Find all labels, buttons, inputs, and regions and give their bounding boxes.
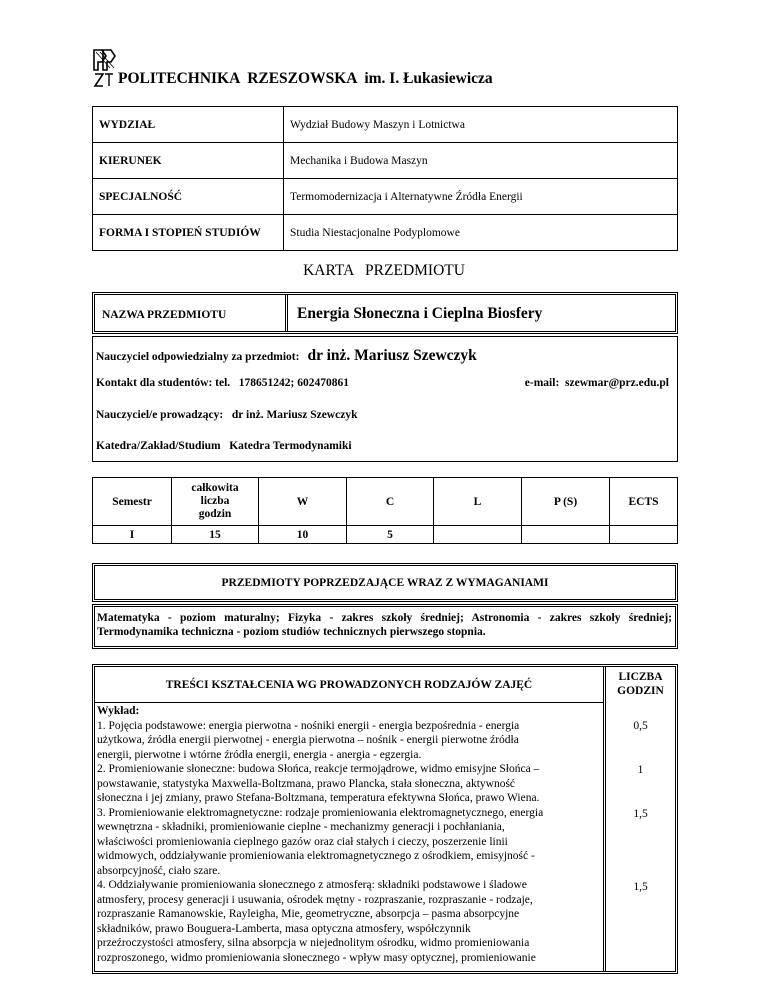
- lecture-content: [97, 704, 600, 965]
- topic-line: 4. Oddziaływanie promieniowania słonecznego z atmosferą: składniki podstawowe i śladowe: [97, 879, 527, 891]
- subject-divider: [285, 295, 288, 331]
- topic-2: [97, 762, 600, 806]
- lecture-label: Wykład:: [97, 705, 140, 717]
- responsible-row: [96, 347, 477, 365]
- value-total-hours: 15: [172, 526, 259, 544]
- content-title: TREŚCI KSZTAŁCENIA WG PROWADZONYCH RODZAJÓW ZAJĘĆ: [165, 679, 533, 691]
- topic-line: słoneczna i jej zmiany, prawo Stefana-Boltzmana, temperatura efektywna Słońca, prawo Wiena.: [97, 792, 540, 804]
- value-ects: [610, 526, 678, 544]
- field-value: Mechanika i Budowa Maszyn: [284, 143, 678, 179]
- field-label: KIERUNEK: [93, 143, 284, 179]
- prerequisites-header-box: [92, 563, 678, 602]
- study-form-label: FORMA I STOPIEŃ STUDIÓW: [93, 215, 284, 251]
- header-l: L: [434, 478, 522, 526]
- subject-box: [92, 292, 678, 334]
- specialty-value: Termomodernizacja i Alternatywne Źródła Energii: [284, 179, 678, 215]
- header-total-hours-text: całkowita liczba godzin: [191, 482, 239, 520]
- topic-line: atmosfery, procesy generacji i usuwania, ośrodek mętny - rozpraszanie, rozpraszanie - rodzaje,: [97, 893, 533, 906]
- topic-line: właściwości promieniowania cieplnego gazów oraz ciał stałych i cieczy, poszerzenie linii: [97, 835, 508, 848]
- table-row: [93, 478, 678, 526]
- table-row: [93, 179, 678, 215]
- prerequisites-body-box: [92, 604, 678, 649]
- header-w: W: [259, 478, 347, 526]
- topic-line: 2. Promieniowanie słoneczne: budowa Słońca, reakcje termojądrowe, widmo emisyjne Słońca –: [97, 763, 540, 775]
- value-semester: I: [93, 526, 172, 544]
- topic-line: 1. Pojęcia podstawowe: energia pierwotna - nośniki energii - energia bezpośrednia - energia: [97, 719, 520, 732]
- topic-line: absorpcyjność, ciało szare.: [97, 864, 221, 877]
- faculty-label: WYDZIAŁ: [93, 107, 284, 143]
- topic-line: wewnętrzna - składniki, promieniowanie cieplne - mechanizmy generacji i pochłaniania,: [97, 821, 505, 833]
- topic-line: rozproszonego, widmo promieniowania słonecznego - wpływ masy optycznej, promieniowanie: [97, 951, 536, 964]
- subject-value: Energia Słoneczna i Cieplna Biosfery: [297, 305, 543, 322]
- topic-4: [97, 878, 600, 965]
- topic-line: energii, pierwotne i wtórne źródła energii, energia - anergia - egzergia.: [97, 748, 422, 761]
- header-semester: Semestr: [93, 478, 172, 526]
- contact-phone: Kontakt dla studentów: tel. 178651242; 602470861: [96, 377, 350, 389]
- value-w: 10: [259, 526, 347, 544]
- value-c: 5: [347, 526, 434, 544]
- card-title: KARTA PRZEDMIOTU: [303, 262, 465, 279]
- responsible-label: Nauczyciel odpowiedzialny za przedmiot:: [96, 351, 300, 363]
- topic-3-hours: 1,5: [633, 808, 648, 820]
- responsible-name: dr inż. Mariusz Szewczyk: [307, 347, 477, 364]
- topic-line: powstawanie, statystyka Maxwella-Boltzmana, prawo Plancka, stała słoneczna, aktywność: [97, 777, 516, 790]
- specialty-label: SPECJALNOŚĆ: [93, 179, 284, 215]
- topic-line: składników, prawo Bouguera-Lamberta, masa optyczna atmosfery, współczynnik: [97, 922, 471, 935]
- topic-line: rozpraszanie Ramanowskie, Rayleigha, Mie, geometryczne, absorpcja – pasma absorpcyjne: [97, 908, 520, 920]
- topic-line: 3. Promieniowanie elektromagnetyczne: rodzaje promieniowania elektromagnetycznego, energia: [97, 806, 544, 819]
- info-table: [92, 106, 678, 251]
- prerequisites-text: Matematyka - poziom maturalny; Fizyka - zakres szkoły średniej; Astronomia - zakres szkoły średniej; Termodynamika techniczna - poziom studiów technicznych pierwszego stopnia.: [97, 612, 672, 638]
- topic-line: widmowych, oddziaływanie promieniowania elektromagnetycznego z ośrodkiem, emisyjność -: [97, 850, 535, 862]
- table-row: [93, 143, 678, 179]
- topic-1-hours: 0,5: [633, 720, 648, 732]
- value-l: [434, 526, 522, 544]
- prerequisites-title: PRZEDMIOTY POPRZEDZAJĄCE WRAZ Z WYMAGANIAMI: [221, 577, 549, 589]
- hours-column-header: LICZBA GODZIN: [617, 671, 664, 697]
- table-row: [93, 215, 678, 251]
- contact-email: e-mail: szewmar@prz.edu.pl: [524, 377, 669, 389]
- header-ps: P (S): [522, 478, 610, 526]
- faculty-value: Wydział Budowy Maszyn i Lotnictwa: [284, 107, 678, 143]
- table-row: [93, 107, 678, 143]
- department: Katedra/Zakład/Studium Katedra Termodynamiki: [96, 440, 352, 452]
- content-header-line: [95, 702, 603, 703]
- study-form-value: Studia Niestacjonalne Podyplomowe: [284, 215, 678, 251]
- university-name: POLITECHNIKA RZESZOWSKA im. I. Łukasiewicza: [118, 70, 493, 87]
- university-logo: [92, 48, 116, 88]
- header-c: C: [347, 478, 434, 526]
- header-total-hours: [172, 478, 259, 526]
- details-box: [92, 336, 678, 462]
- header-ects: ECTS: [610, 478, 678, 526]
- topic-3: [97, 806, 600, 879]
- logo-icon: [92, 48, 116, 88]
- topic-line: użytkowa, źródła energii pierwotnej - energia pierwotna – nośnik - energii pierwotne źródła: [97, 734, 519, 746]
- topic-4-hours: 1,5: [633, 881, 648, 893]
- value-ps: [522, 526, 610, 544]
- hours-table: [92, 477, 678, 544]
- subject-label: NAZWA PRZEDMIOTU: [102, 309, 227, 321]
- content-box: [92, 664, 678, 974]
- topic-line: przeźroczystości atmosfery, silna absorpcja w niejednolitym ośrodku, widmo promieniowania: [97, 937, 530, 949]
- teachers: Nauczyciel/e prowadzący: dr inż. Mariusz Szewczyk: [96, 409, 358, 421]
- topic-2-hours: 1: [637, 764, 644, 776]
- table-row: [93, 526, 678, 544]
- topic-1: [97, 719, 600, 763]
